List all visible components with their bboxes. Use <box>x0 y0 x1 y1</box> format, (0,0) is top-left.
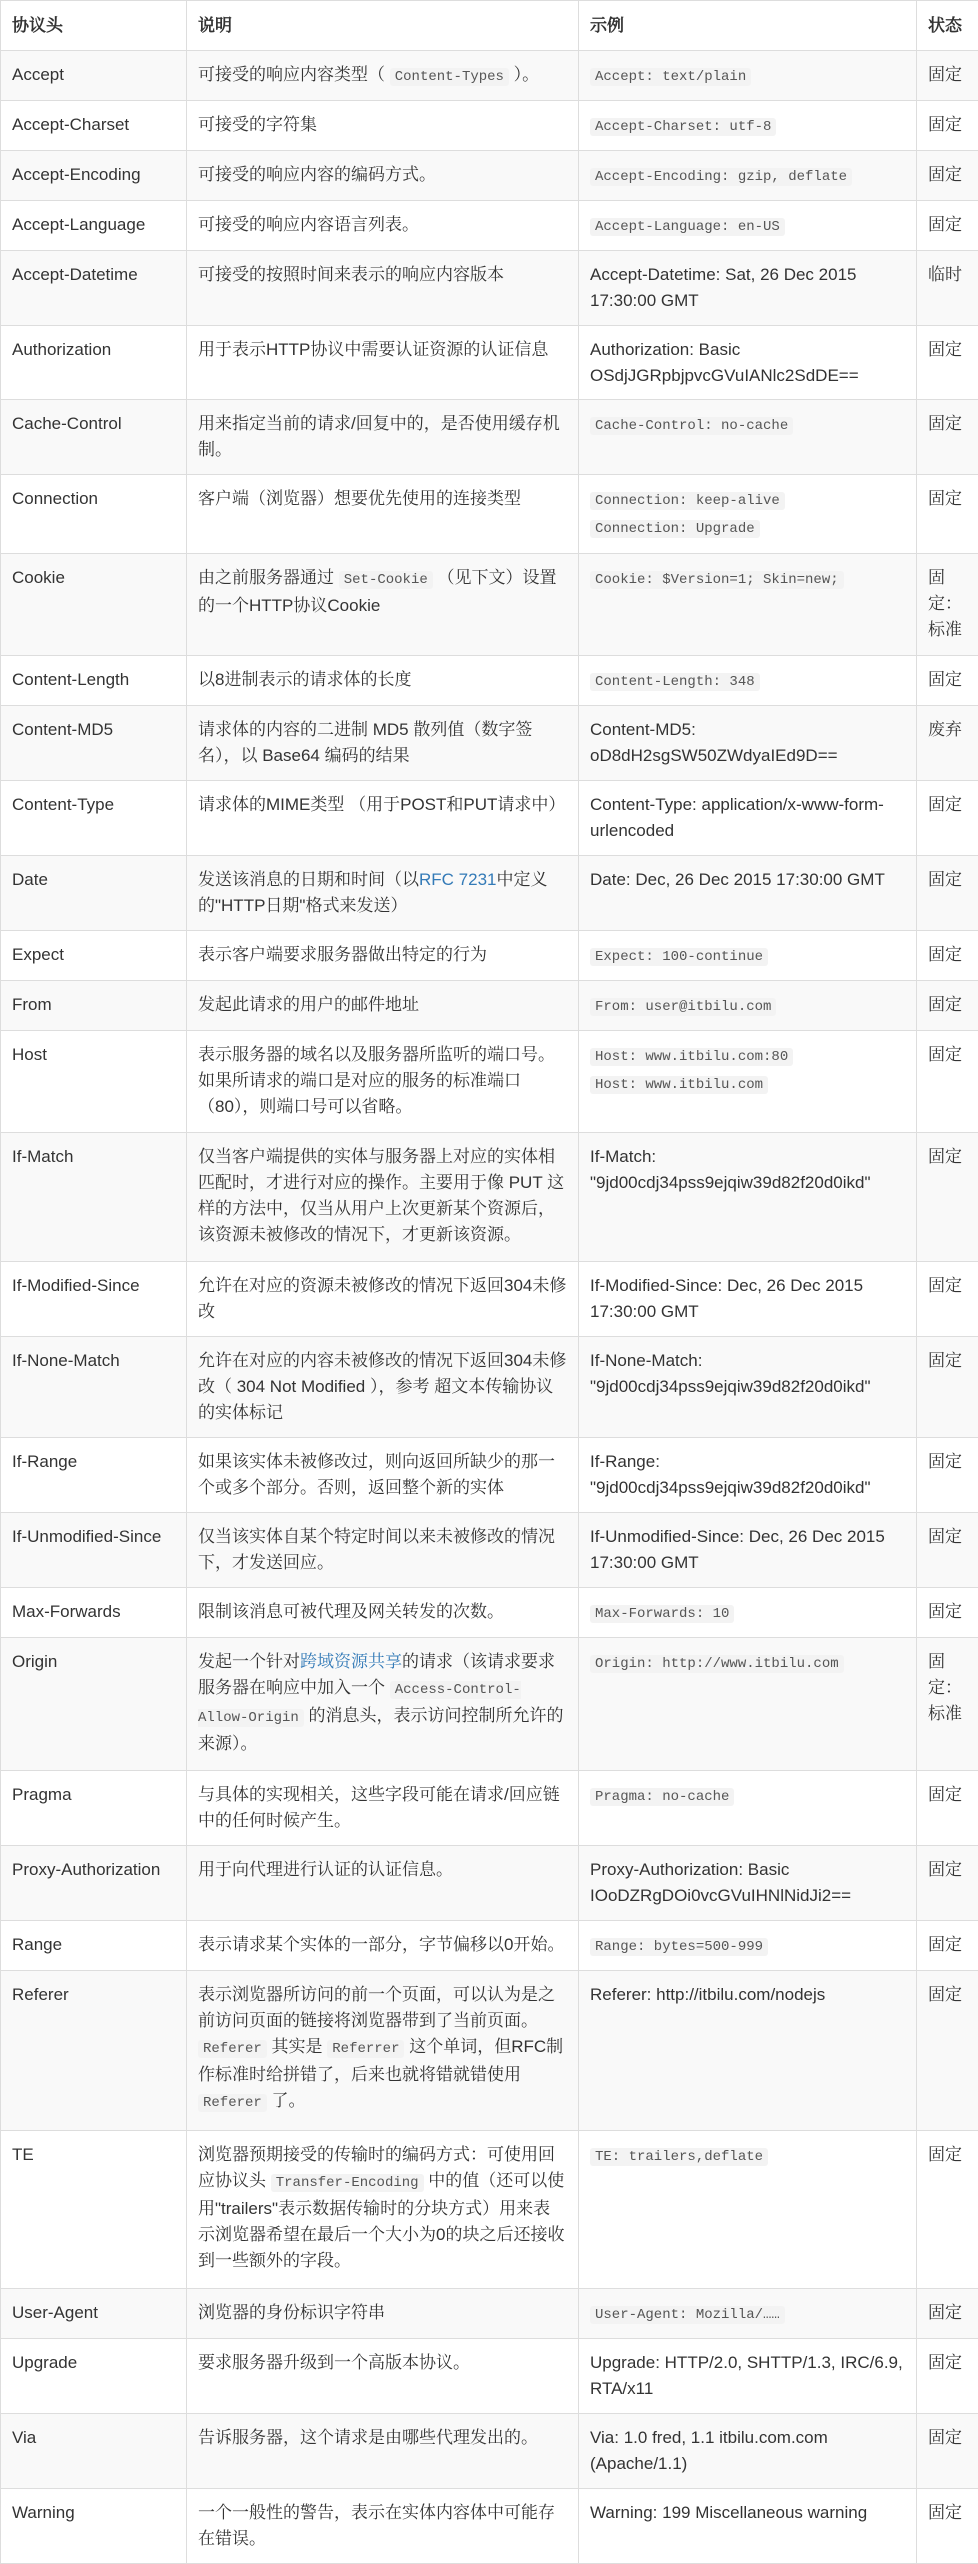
table-row <box>1 1638 978 1771</box>
text-segment: 可接受的响应内容的编码方式。 <box>198 164 436 184</box>
text-segment: 其实是 <box>266 2037 328 2056</box>
status-cell: 固定：标准 <box>917 554 978 656</box>
status-cell: 固定 <box>917 1971 978 2131</box>
text-segment: 发起一个针对 <box>198 1652 300 1672</box>
header-name-cell: Content-Type <box>1 781 187 856</box>
example-cell <box>579 51 917 101</box>
example-cell <box>579 1513 917 1588</box>
status-cell: 固定 <box>917 200 978 250</box>
text-segment: If-Modified-Since: Dec, 26 Dec 2015 17:30:00 GMT <box>590 1275 864 1321</box>
description-cell <box>187 1921 579 1971</box>
text-segment: 可接受的响应内容语言列表。 <box>198 214 419 234</box>
header-name-cell: If-Unmodified-Since <box>1 1513 187 1588</box>
text-segment: 可接受的按照时间来表示的响应内容版本 <box>198 264 504 284</box>
text-segment: 与具体的实现相关，这些字段可能在请求/回应链中的任何时候产生。 <box>198 1785 560 1831</box>
text-segment: 请求体的内容的二进制 MD5 散列值（数字签名），以 Base64 编码的结果 <box>198 720 533 766</box>
example-cell <box>579 980 917 1030</box>
table-row <box>1 400 978 475</box>
example-cell <box>579 2289 917 2339</box>
text-segment: 这个单词，但RFC制作标准时给拼错了，后来也就将错就错使用 <box>198 2037 564 2084</box>
code-snippet: Cache-Control: no-cache <box>590 417 793 435</box>
status-cell: 固定 <box>917 1030 978 1132</box>
description-cell <box>187 1030 579 1132</box>
table-row <box>1 656 978 706</box>
header-name-cell: Accept-Language <box>1 200 187 250</box>
header-name-cell: Expect <box>1 930 187 980</box>
table-row <box>1 554 978 656</box>
text-segment: 浏览器的身份标识字符串 <box>198 2303 385 2323</box>
code-snippet: Content-Types <box>390 68 509 86</box>
column-header-status: 状态 <box>917 1 978 51</box>
code-snippet: Accept-Encoding: gzip, deflate <box>590 168 852 186</box>
text-segment: 可接受的响应内容类型（ <box>198 65 390 84</box>
description-cell <box>187 980 579 1030</box>
code-snippet: User-Agent: Mozilla/…… <box>590 2306 785 2324</box>
header-row <box>1 1 978 51</box>
text-segment: Authorization: Basic OSdjJGRpbjpvcGVuIANlc2SdDE== <box>590 339 859 385</box>
text-segment: Referer: http://itbilu.com/nodejs <box>590 1985 826 2004</box>
table-row <box>1 2414 978 2489</box>
table-row <box>1 1588 978 1638</box>
example-cell <box>579 1030 917 1132</box>
column-header-description: 说明 <box>187 1 579 51</box>
status-cell: 废弃 <box>917 706 978 781</box>
text-segment: 用来指定当前的请求/回复中的，是否使用缓存机制。 <box>198 414 560 460</box>
text-segment: 表示服务器的域名以及服务器所监听的端口号。如果所请求的端口是对应的服务的标准端口（80），则端口号可以省略。 <box>198 1044 555 1116</box>
table-row <box>1 856 978 931</box>
header-name-cell: Cookie <box>1 554 187 656</box>
text-segment: Accept-Datetime: Sat, 26 Dec 2015 17:30:00 GMT <box>590 264 857 310</box>
text-segment: （见下文）设置的一个HTTP协议Cookie <box>198 568 557 616</box>
header-name-cell: Warning <box>1 2488 187 2563</box>
text-segment: 中的值（还可以使用"trailers"表示数据传输时的分块方式）用来表示浏览器希望在最后一个大小为0的块之后还接收到一些额外的字段。 <box>198 2171 565 2271</box>
table-row <box>1 150 978 200</box>
description-cell <box>187 200 579 250</box>
status-cell: 固定 <box>917 150 978 200</box>
status-cell: 固定 <box>917 2339 978 2414</box>
text-segment: 要求服务器升级到一个高版本协议。 <box>198 2353 470 2373</box>
header-name-cell: Authorization <box>1 325 187 400</box>
status-cell: 固定 <box>917 656 978 706</box>
code-snippet: From: user@itbilu.com <box>590 998 776 1016</box>
status-cell: 固定 <box>917 1588 978 1638</box>
header-name-cell: Accept <box>1 51 187 101</box>
table-row <box>1 1846 978 1921</box>
status-cell: 固定 <box>917 930 978 980</box>
header-name-cell: Upgrade <box>1 2339 187 2414</box>
code-snippet: Host: www.itbilu.com:80 <box>590 1048 793 1066</box>
inline-link[interactable]: RFC 7231 <box>419 870 497 890</box>
header-name-cell: Accept-Datetime <box>1 250 187 325</box>
example-cell <box>579 2414 917 2489</box>
status-cell: 固定 <box>917 2414 978 2489</box>
status-cell: 固定：标准 <box>917 1638 978 1771</box>
header-name-cell: Proxy-Authorization <box>1 1846 187 1921</box>
example-cell <box>579 1771 917 1846</box>
header-name-cell: Accept-Encoding <box>1 150 187 200</box>
status-cell: 固定 <box>917 781 978 856</box>
text-segment: Content-MD5: oD8dH2sgSW50ZWdyaIEd9D== <box>590 720 838 766</box>
code-snippet: Host: www.itbilu.com <box>590 1076 768 1094</box>
example-cell <box>579 930 917 980</box>
table-row <box>1 1513 978 1588</box>
example-cell <box>579 1261 917 1336</box>
example-cell <box>579 200 917 250</box>
header-name-cell: Content-MD5 <box>1 706 187 781</box>
text-segment: 仅当客户端提供的实体与服务器上对应的实体相匹配时，才进行对应的操作。主要用于像 PUT 这样的方法中，仅当从用户上次更新某个资源后，该资源未被修改的情况下，才更新该资源。 <box>198 1146 565 1244</box>
text-segment: 表示请求某个实体的一部分，字节偏移以0开始。 <box>198 1935 565 1955</box>
description-cell <box>187 1132 579 1261</box>
text-segment: 发送该消息的日期和时间（以 <box>198 870 419 890</box>
example-cell <box>579 250 917 325</box>
table-row <box>1 2339 978 2414</box>
example-cell <box>579 781 917 856</box>
header-name-cell: Referer <box>1 1971 187 2131</box>
table-row <box>1 51 978 101</box>
table-row <box>1 1771 978 1846</box>
code-snippet: Expect: 100-continue <box>590 948 768 966</box>
example-cell <box>579 2339 917 2414</box>
code-snippet: Range: bytes=500-999 <box>590 1938 768 1956</box>
table-row <box>1 706 978 781</box>
status-cell: 固定 <box>917 1132 978 1261</box>
status-cell: 固定 <box>917 1336 978 1438</box>
status-cell: 固定 <box>917 325 978 400</box>
text-segment: If-Unmodified-Since: Dec, 26 Dec 2015 17:30:00 GMT <box>590 1527 885 1573</box>
header-name-cell: Content-Length <box>1 656 187 706</box>
example-cell <box>579 856 917 931</box>
text-segment: 用于表示HTTP协议中需要认证资源的认证信息 <box>198 339 549 359</box>
table-row <box>1 200 978 250</box>
status-cell: 临时 <box>917 250 978 325</box>
table-row <box>1 1132 978 1261</box>
description-cell <box>187 150 579 200</box>
description-cell <box>187 325 579 400</box>
code-snippet: Connection: keep-alive <box>590 492 785 510</box>
status-cell: 固定 <box>917 51 978 101</box>
table-row <box>1 930 978 980</box>
text-segment: 如果该实体未被修改过，则向返回所缺少的那一个或多个部分。否则，返回整个新的实体 <box>198 1452 555 1498</box>
header-name-cell: Cache-Control <box>1 400 187 475</box>
code-snippet: Referer <box>198 2040 267 2058</box>
description-cell <box>187 2488 579 2563</box>
example-cell <box>579 656 917 706</box>
text-segment: 由之前服务器通过 <box>198 568 339 588</box>
example-cell <box>579 400 917 475</box>
code-snippet: TE: trailers,deflate <box>590 2148 768 2166</box>
example-cell <box>579 1921 917 1971</box>
text-segment: 仅当该实体自某个特定时间以来未被修改的情况下，才发送回应。 <box>198 1527 555 1573</box>
text-segment: Proxy-Authorization: Basic IOoDZRgDOi0vcGVuIHNlNidJi2== <box>590 1860 852 1906</box>
code-snippet: Set-Cookie <box>339 571 433 589</box>
status-cell: 固定 <box>917 1513 978 1588</box>
text-segment: 请求体的MIME类型 （用于POST和PUT请求中） <box>198 795 566 815</box>
table-row <box>1 781 978 856</box>
header-name-cell: If-None-Match <box>1 1336 187 1438</box>
description-cell <box>187 706 579 781</box>
table-row <box>1 250 978 325</box>
description-cell <box>187 475 579 554</box>
status-cell: 固定 <box>917 100 978 150</box>
description-cell <box>187 400 579 475</box>
text-segment: 表示客户端要求服务器做出特定的行为 <box>198 944 487 964</box>
code-snippet: Access-Control-Allow-Origin <box>198 1682 521 1727</box>
code-snippet: Connection: Upgrade <box>590 520 760 538</box>
example-cell <box>579 1971 917 2131</box>
text-segment: If-None-Match: "9jd00cdj34pss9ejqiw39d82f20d0ikd" <box>590 1350 871 1396</box>
header-name-cell: From <box>1 980 187 1030</box>
status-cell: 固定 <box>917 2289 978 2339</box>
example-cell <box>579 1132 917 1261</box>
example-cell <box>579 2488 917 2563</box>
text-segment: 允许在对应的资源未被修改的情况下返回304未修改 <box>198 1275 567 1321</box>
table-row <box>1 1971 978 2131</box>
column-header-header-name: 协议头 <box>1 1 187 51</box>
code-snippet: Pragma: no-cache <box>590 1788 734 1806</box>
header-name-cell: Accept-Charset <box>1 100 187 150</box>
header-name-cell: Host <box>1 1030 187 1132</box>
table-row <box>1 2289 978 2339</box>
text-segment: 客户端（浏览器）想要优先使用的连接类型 <box>198 489 521 509</box>
description-cell <box>187 2131 579 2289</box>
description-cell <box>187 100 579 150</box>
header-name-cell: Via <box>1 2414 187 2489</box>
status-cell: 固定 <box>917 856 978 931</box>
description-cell <box>187 1261 579 1336</box>
header-name-cell: Date <box>1 856 187 931</box>
text-segment: Content-Type: application/x-www-form-urlencoded <box>590 795 884 841</box>
description-cell <box>187 250 579 325</box>
header-name-cell: Pragma <box>1 1771 187 1846</box>
code-snippet: Content-Length: 348 <box>590 673 760 691</box>
example-cell <box>579 325 917 400</box>
status-cell: 固定 <box>917 1921 978 1971</box>
text-segment: 告诉服务器，这个请求是由哪些代理发出的。 <box>198 2428 538 2448</box>
code-snippet: Accept-Charset: utf-8 <box>590 118 776 136</box>
code-snippet: Referer <box>198 2094 267 2112</box>
text-segment: 的请求（该请求要求服务器在响应中加入一个 <box>198 1652 555 1698</box>
inline-link[interactable]: 跨域资源共享 <box>300 1652 402 1672</box>
example-cell <box>579 475 917 554</box>
description-cell <box>187 2414 579 2489</box>
text-segment: 可接受的字符集 <box>198 114 317 134</box>
table-row <box>1 1336 978 1438</box>
text-segment: 表示浏览器所访问的前一个页面，可以认为是之前访问页面的链接将浏览器带到了当前页面。 <box>198 1985 555 2030</box>
table-header <box>1 1 978 51</box>
table-row <box>1 1030 978 1132</box>
header-name-cell: TE <box>1 2131 187 2289</box>
description-cell <box>187 1438 579 1513</box>
code-snippet: Referrer <box>327 2040 404 2058</box>
example-cell <box>579 554 917 656</box>
text-segment: Date: Dec, 26 Dec 2015 17:30:00 GMT <box>590 870 885 890</box>
example-cell <box>579 1588 917 1638</box>
header-name-cell: If-Range <box>1 1438 187 1513</box>
text-segment: 了。 <box>266 2091 306 2110</box>
text-segment: Via: 1.0 fred, 1.1 itbilu.com.com (Apache/1.1) <box>590 2428 828 2474</box>
description-cell <box>187 2339 579 2414</box>
table-row <box>1 100 978 150</box>
table-row <box>1 1921 978 1971</box>
table-row <box>1 2488 978 2563</box>
text-segment: 浏览器预期接受的传输时的编码方式：可使用回应协议头 <box>198 2145 555 2191</box>
text-segment: If-Range: "9jd00cdj34pss9ejqiw39d82f20d0ikd" <box>590 1452 871 1498</box>
table-row <box>1 980 978 1030</box>
example-cell <box>579 1638 917 1771</box>
description-cell <box>187 930 579 980</box>
status-cell: 固定 <box>917 1261 978 1336</box>
text-segment: ）。 <box>508 65 540 84</box>
header-name-cell: If-Modified-Since <box>1 1261 187 1336</box>
description-cell <box>187 1513 579 1588</box>
text-segment: 一个一般性的警告，表示在实体内容体中可能存在错误。 <box>198 2502 555 2548</box>
example-cell <box>579 100 917 150</box>
description-cell <box>187 656 579 706</box>
description-cell <box>187 856 579 931</box>
example-cell <box>579 1438 917 1513</box>
header-name-cell: Max-Forwards <box>1 1588 187 1638</box>
table-row <box>1 2131 978 2289</box>
header-name-cell: Range <box>1 1921 187 1971</box>
description-cell <box>187 1336 579 1438</box>
text-segment: If-Match: "9jd00cdj34pss9ejqiw39d82f20d0ikd" <box>590 1146 871 1192</box>
text-segment: 以8进制表示的请求体的长度 <box>198 670 412 690</box>
status-cell: 固定 <box>917 1846 978 1921</box>
description-cell <box>187 1588 579 1638</box>
text-segment: Warning: 199 Miscellaneous warning <box>590 2502 868 2522</box>
example-cell <box>579 1846 917 1921</box>
text-segment: 中定义的"HTTP日期"格式来发送） <box>198 870 548 916</box>
header-name-cell: If-Match <box>1 1132 187 1261</box>
status-cell: 固定 <box>917 2131 978 2289</box>
description-cell <box>187 781 579 856</box>
code-snippet: Transfer-Encoding <box>271 2174 424 2192</box>
text-segment: 限制该消息可被代理及网关转发的次数。 <box>198 1602 504 1622</box>
code-snippet: Origin: http://www.itbilu.com <box>590 1655 844 1673</box>
table-row <box>1 1438 978 1513</box>
description-cell <box>187 2289 579 2339</box>
header-name-cell: User-Agent <box>1 2289 187 2339</box>
example-cell <box>579 1336 917 1438</box>
status-cell: 固定 <box>917 1438 978 1513</box>
example-cell <box>579 150 917 200</box>
code-snippet: Accept-Language: en-US <box>590 218 785 236</box>
code-snippet: Accept: text/plain <box>590 68 751 86</box>
status-cell: 固定 <box>917 1771 978 1846</box>
description-cell <box>187 1638 579 1771</box>
text-segment: 允许在对应的内容未被修改的情况下返回304未修改（ 304 Not Modified ），参考 超文本传输协议 的实体标记 <box>198 1350 567 1422</box>
table-row <box>1 1261 978 1336</box>
example-cell <box>579 2131 917 2289</box>
header-name-cell: Origin <box>1 1638 187 1771</box>
description-cell <box>187 554 579 656</box>
example-cell <box>579 706 917 781</box>
column-header-example: 示例 <box>579 1 917 51</box>
code-snippet: Cookie: $Version=1; Skin=new; <box>590 571 844 589</box>
status-cell: 固定 <box>917 475 978 554</box>
text-segment: Upgrade: HTTP/2.0, SHTTP/1.3, IRC/6.9, RTA/x11 <box>590 2353 903 2399</box>
status-cell: 固定 <box>917 2488 978 2563</box>
table-body <box>1 51 978 2564</box>
code-snippet: Max-Forwards: 10 <box>590 1605 734 1623</box>
description-cell <box>187 1846 579 1921</box>
text-segment: 的消息头，表示访问控制所允许的来源）。 <box>198 1706 564 1754</box>
status-cell: 固定 <box>917 400 978 475</box>
description-cell <box>187 1971 579 2131</box>
table-row <box>1 325 978 400</box>
description-cell <box>187 1771 579 1846</box>
text-segment: 发起此请求的用户的邮件地址 <box>198 994 419 1014</box>
header-name-cell: Connection <box>1 475 187 554</box>
status-cell: 固定 <box>917 980 978 1030</box>
description-cell <box>187 51 579 101</box>
table-row <box>1 475 978 554</box>
text-segment: 用于向代理进行认证的认证信息。 <box>198 1860 453 1880</box>
